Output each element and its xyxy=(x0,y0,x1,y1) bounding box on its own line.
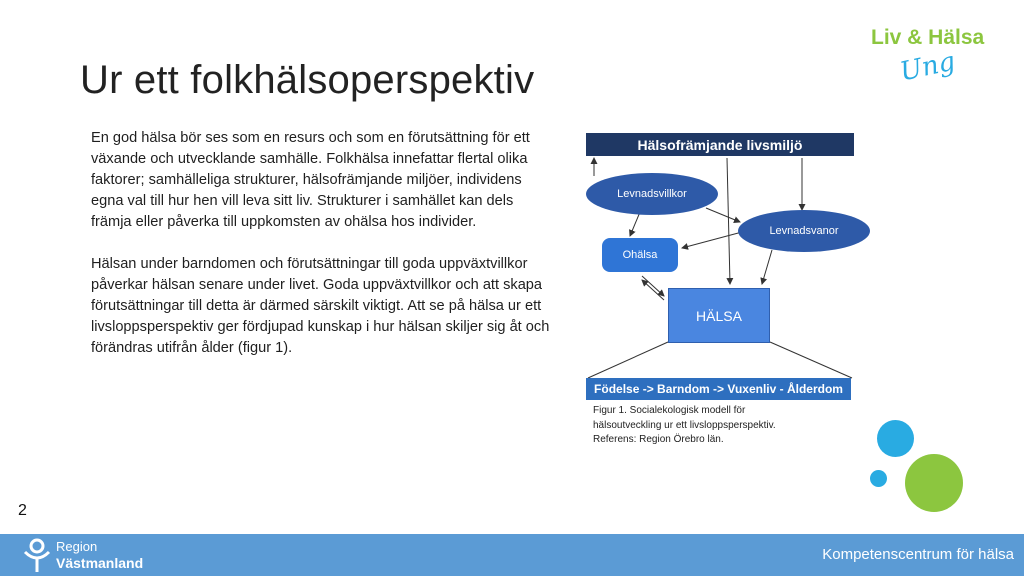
paragraph-1: En god hälsa bör ses som en resurs och som en förutsättning för ett växande och utvecklande samhälle. Folkhälsa innefattar flertal olika faktorer; samhälleliga strukturer, hälsofrämjande miljöer, individens egna val till hur hen vill leva sitt liv. Strukturer i samhället kan dels främja eller påverka till uppkomsten av ohälsa hos individer. xyxy=(91,130,530,230)
page-title: Ur ett folkhälsoperspektiv xyxy=(80,58,535,102)
region-vastmanland-logo xyxy=(22,538,162,574)
arrow-vanor-to-halsa xyxy=(762,250,772,284)
footer-bar xyxy=(0,534,1024,576)
figure-caption xyxy=(593,404,813,448)
body-text xyxy=(91,128,551,380)
brand-sub-text: Ung xyxy=(897,46,958,88)
decor-dot-green xyxy=(905,454,963,512)
node-levnadsvillkor: Levnadsvillkor xyxy=(586,173,718,215)
arrow-villkor-to-ohalsa xyxy=(630,212,640,236)
footer-title: Kompetenscentrum för hälsa xyxy=(822,546,1014,563)
caption-text: Socialekologisk modell för hälsoutveckling ur ett livsloppsperspektiv. Referens: Region Örebro län. xyxy=(593,405,776,445)
diagram-banner: Hälsofrämjande livsmiljö xyxy=(586,133,854,156)
logo-text-vastmanland: Västmanland xyxy=(56,555,144,571)
page-number: 2 xyxy=(18,502,27,519)
arrow-halsa-to-ohalsa xyxy=(642,280,664,300)
arrow-ohalsa-to-halsa xyxy=(642,276,664,296)
paragraph-2: Hälsan under barndomen och förutsättningar till goda uppväxtvillkor påverkar hälsan senare under livet. Goda uppväxtvillkor och att skapa förutsättningar till detta är därmed särskilt viktigt. Att se på hälsa ur ett livsloppsperspektiv ger fördjupad kunskap i hur hälsan skiljer sig åt och förändras utifrån ålder (figur 1). xyxy=(91,256,550,356)
decor-dot-small-blue xyxy=(870,470,887,487)
arrow-banner-to-halsa xyxy=(727,158,730,284)
lifecourse-bar: Födelse -> Barndom -> Vuxenliv - Ålderdom xyxy=(586,378,851,400)
node-ohalsa: Ohälsa xyxy=(602,238,678,272)
brand-main-text: Liv & Hälsa xyxy=(871,26,985,49)
cone-right-line xyxy=(770,342,852,378)
liv-halsa-ung-logo xyxy=(868,26,988,96)
logo-text-region: Region xyxy=(56,539,98,554)
decor-dot-large-blue xyxy=(877,420,914,457)
cone-left-line xyxy=(588,342,668,378)
node-levnadsvanor: Levnadsvanor xyxy=(738,210,870,252)
caption-label: Figur 1. xyxy=(593,405,627,416)
arrow-villkor-to-vanor xyxy=(706,208,740,222)
socioecological-model-diagram xyxy=(580,128,860,403)
person-icon xyxy=(22,538,52,574)
node-halsa: HÄLSA xyxy=(668,288,770,343)
arrow-vanor-to-ohalsa xyxy=(682,232,742,248)
